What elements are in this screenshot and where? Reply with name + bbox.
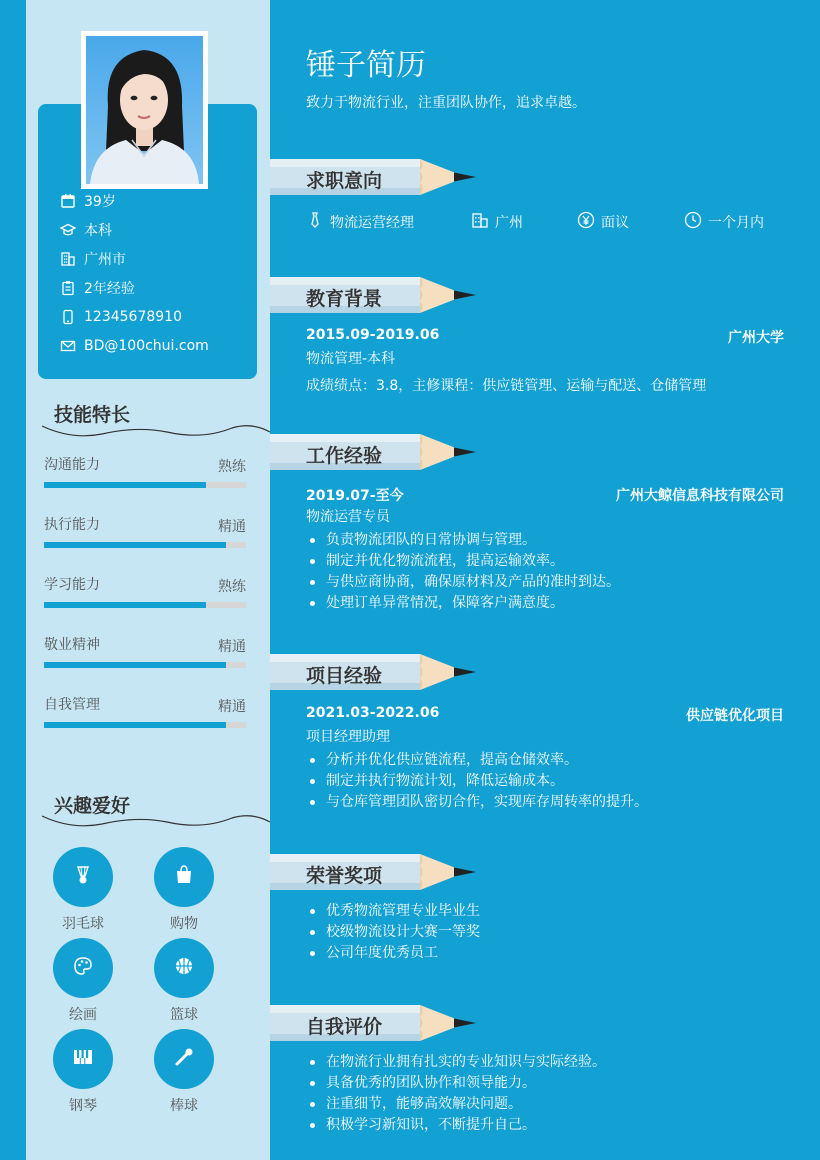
hobby-label: 购物 (170, 916, 198, 932)
graduation-cap-icon (60, 222, 76, 238)
hobby-label: 棒球 (170, 1098, 198, 1114)
info-degree (60, 215, 250, 244)
skill-bar-fill (44, 662, 226, 668)
list-item: 公司年度优秀员工 (306, 943, 786, 964)
project-entry-head (306, 705, 784, 724)
skill-bar-fill (44, 482, 206, 488)
honors-bullet-list (306, 901, 786, 964)
hobby-item (153, 1029, 215, 1115)
building-icon (60, 251, 76, 267)
intent-availability-text: 一个月内 (708, 215, 764, 231)
list-item: 负责物流团队的日常协调与管理。 (306, 530, 786, 551)
info-phone (60, 302, 250, 331)
skill-level: 精通 (218, 699, 246, 715)
calendar-icon (60, 193, 76, 209)
hobby-item (52, 847, 114, 933)
hobby-label: 钢琴 (69, 1098, 97, 1114)
list-item: 校级物流设计大赛一等奖 (306, 922, 786, 943)
intent-position-text: 物流运营经理 (330, 215, 414, 231)
skills-heading: 技能特长 (54, 404, 131, 426)
skill-item (44, 569, 246, 629)
hobbies-heading: 兴趣爱好 (54, 795, 131, 817)
tie-icon (306, 211, 330, 233)
profile-info-list (60, 186, 250, 360)
info-experience-text: 2年经验 (84, 280, 135, 297)
intent-city-text: 广州 (495, 215, 523, 231)
intent-city (471, 211, 523, 233)
skill-bar-fill (44, 602, 206, 608)
education-school: 广州大学 (728, 330, 784, 346)
hobby-item (153, 847, 215, 933)
skill-name: 执行能力 (44, 517, 100, 533)
hobby-label: 篮球 (170, 1007, 198, 1023)
list-item: 优秀物流管理专业毕业生 (306, 901, 786, 922)
education-entry-head (306, 327, 784, 346)
skills-list (44, 449, 246, 749)
intent-salary-text: 面议 (601, 215, 629, 231)
phone-icon (60, 309, 76, 325)
list-item: 具备优秀的团队协作和领导能力。 (306, 1073, 786, 1094)
info-experience (60, 273, 250, 302)
hobby-item (52, 1029, 114, 1115)
skill-bar (44, 602, 246, 608)
intent-availability (684, 211, 764, 233)
info-age (60, 186, 250, 215)
hobby-label: 绘画 (69, 1007, 97, 1023)
section-heading-self (270, 1003, 480, 1045)
skills-wave-divider (42, 418, 270, 444)
skill-item (44, 449, 246, 509)
section-heading-text: 荣誉奖项 (306, 865, 383, 887)
city-icon (471, 211, 495, 233)
self-bullet-list (306, 1052, 786, 1136)
skill-bar-fill (44, 542, 226, 548)
project-bullet-list (306, 750, 786, 813)
clock-icon (684, 211, 708, 233)
skill-level: 精通 (218, 639, 246, 655)
hobbies-wave-divider (42, 808, 270, 834)
mail-icon (60, 338, 76, 354)
profile-photo (81, 31, 208, 189)
section-heading-text: 自我评价 (306, 1016, 383, 1038)
hobby-label: 羽毛球 (62, 916, 104, 932)
list-item: 与仓库管理团队密切合作，实现库存周转率的提升。 (306, 792, 786, 813)
info-phone-text: 12345678910 (84, 308, 182, 325)
list-item: 在物流行业拥有扎实的专业知识与实际经验。 (306, 1052, 786, 1073)
intent-salary (577, 211, 629, 233)
project-role: 项目经理助理 (306, 729, 390, 745)
education-detail: 成绩绩点：3.8，主修课程：供应链管理、运输与配送、仓储管理 (306, 378, 707, 394)
skill-name: 敬业精神 (44, 637, 100, 653)
skill-item (44, 689, 246, 749)
job-intent-row (306, 211, 786, 233)
education-date: 2015.09-2019.06 (306, 327, 440, 343)
info-email (60, 331, 250, 360)
work-bullet-list (306, 530, 786, 614)
skill-item (44, 629, 246, 689)
baseball-icon (173, 1046, 195, 1072)
info-email-text: BD@100chui.com (84, 337, 209, 354)
sidebar (26, 0, 270, 1160)
info-degree-text: 本科 (84, 222, 112, 239)
section-heading-work (270, 432, 480, 474)
list-item: 处理订单异常情况，保障客户满意度。 (306, 593, 786, 614)
hobby-item (153, 938, 215, 1024)
info-city-text: 广州市 (84, 251, 126, 268)
info-city (60, 244, 250, 273)
education-major: 物流管理-本科 (306, 351, 396, 367)
skill-bar (44, 662, 246, 668)
yen-icon (577, 211, 601, 233)
skill-level: 熟练 (218, 579, 246, 595)
section-heading-text: 求职意向 (306, 170, 383, 192)
work-company: 广州大鲸信息科技有限公司 (616, 488, 784, 504)
hobby-item (52, 938, 114, 1024)
clipboard-icon (60, 280, 76, 296)
list-item: 分析并优化供应链流程，提高仓储效率。 (306, 750, 786, 771)
section-heading-education (270, 275, 480, 317)
work-role: 物流运营专员 (306, 509, 390, 525)
section-heading-honors (270, 852, 480, 894)
list-item: 注重细节，能够高效解决问题。 (306, 1094, 786, 1115)
page-title: 锤子简历 (306, 48, 426, 83)
list-item: 制定并执行物流计划，降低运输成本。 (306, 771, 786, 792)
skill-bar (44, 542, 246, 548)
skill-bar (44, 722, 246, 728)
palette-icon (72, 955, 94, 981)
work-date: 2019.07-至今 (306, 488, 404, 504)
page-subtitle: 致力于物流行业，注重团队协作，追求卓越。 (306, 95, 586, 111)
skill-name: 自我管理 (44, 697, 100, 713)
piano-icon (72, 1046, 94, 1072)
skill-name: 沟通能力 (44, 457, 100, 473)
skill-level: 精通 (218, 519, 246, 535)
section-heading-project (270, 652, 480, 694)
badminton-icon (72, 864, 94, 890)
project-date: 2021.03-2022.06 (306, 705, 440, 721)
skill-name: 学习能力 (44, 577, 100, 593)
shopping-bag-icon (173, 864, 195, 890)
list-item: 制定并优化物流流程，提高运输效率。 (306, 551, 786, 572)
work-entry-head (306, 485, 784, 505)
skill-bar (44, 482, 246, 488)
project-name: 供应链优化项目 (686, 708, 784, 724)
info-age-text: 39岁 (84, 193, 116, 210)
section-heading-text: 项目经验 (306, 665, 383, 687)
skill-level: 熟练 (218, 459, 246, 475)
section-heading-text: 工作经验 (306, 445, 383, 467)
skill-item (44, 509, 246, 569)
section-heading-intent (270, 157, 480, 199)
section-heading-text: 教育背景 (306, 288, 383, 310)
intent-position (306, 211, 414, 233)
list-item: 积极学习新知识，不断提升自己。 (306, 1115, 786, 1136)
avatar (86, 36, 203, 184)
list-item: 与供应商协商，确保原材料及产品的准时到达。 (306, 572, 786, 593)
basketball-icon (173, 955, 195, 981)
skill-bar-fill (44, 722, 226, 728)
